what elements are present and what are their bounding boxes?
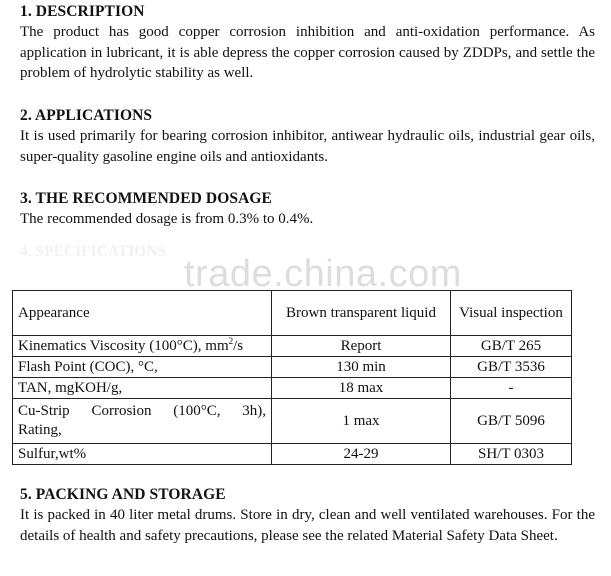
packing-section — [20, 485, 595, 546]
spec-value: 18 max — [272, 378, 451, 399]
packing-text: It is packed in 40 liter metal drums. Store in dry, clean and well ventilated warehouses. For the details of health and safety precautions, please see the related Material Safety Data Sheet. — [20, 507, 595, 544]
spec-item: Appearance — [13, 291, 272, 336]
spec-item-superscript: 2 — [228, 335, 234, 346]
watermark: trade.china.com — [184, 253, 462, 295]
spec-item: Sulfur,wt% — [13, 444, 272, 465]
spec-method: GB/T 3536 — [451, 357, 572, 378]
spec-item-word: 3h), — [242, 403, 266, 419]
spec-item — [13, 399, 272, 444]
spec-value: 1 max — [272, 399, 451, 444]
description-text: The product has good copper corrosion inhibition and anti-oxidation performance. As application in lubricant, it is able depress the copper corrosion caused by ZDDPs, and settle the problem of hydrolytic stability as well. — [20, 24, 595, 81]
table-row — [13, 357, 572, 378]
spec-item-word: (100°C, — [173, 403, 221, 419]
spec-method: GB/T 5096 — [451, 399, 572, 444]
description-section — [20, 2, 595, 84]
spec-item-unit: /s — [233, 337, 244, 354]
table-row — [13, 399, 572, 444]
description-heading: 1. DESCRIPTION — [20, 3, 145, 20]
dosage-text: The recommended dosage is from 0.3% to 0.4%. — [20, 211, 314, 227]
specifications-heading: 4. SPECIFICATIONS — [20, 243, 167, 260]
spec-item: TAN, mgKOH/g, — [13, 378, 272, 399]
spec-item-line-1 — [18, 402, 266, 421]
spec-value: Brown transparent liquid — [272, 291, 451, 336]
dosage-section — [20, 189, 595, 230]
spec-method: GB/T 265 — [451, 336, 572, 357]
specifications-table — [12, 290, 572, 465]
table-row — [13, 291, 572, 336]
spec-method: - — [451, 378, 572, 399]
table-row — [13, 378, 572, 399]
spec-item-word: Cu-Strip — [18, 403, 70, 419]
spec-value: 24-29 — [272, 444, 451, 465]
spec-item-line-2: Rating, — [18, 422, 62, 438]
spec-item-word: Corrosion — [91, 403, 152, 419]
spec-value: Report — [272, 336, 451, 357]
spec-item-text: Kinematics Viscosity (100°C), mm — [18, 337, 229, 354]
applications-heading: 2. APPLICATIONS — [20, 107, 153, 124]
spec-method: Visual inspection — [451, 291, 572, 336]
spec-item: Flash Point (COC), °C, — [13, 357, 272, 378]
spec-item — [13, 336, 272, 357]
applications-text: It is used primarily for bearing corrosion inhibitor, antiwear hydraulic oils, industrial gear oils, super-quality gasoline engine oils and antioxidants. — [20, 128, 595, 165]
packing-heading: 5. PACKING AND STORAGE — [20, 486, 226, 503]
table-row — [13, 444, 572, 465]
dosage-heading: 3. THE RECOMMENDED DOSAGE — [20, 190, 272, 207]
applications-section — [20, 106, 595, 167]
spec-method: SH/T 0303 — [451, 444, 572, 465]
table-row — [13, 336, 572, 357]
spec-value: 130 min — [272, 357, 451, 378]
